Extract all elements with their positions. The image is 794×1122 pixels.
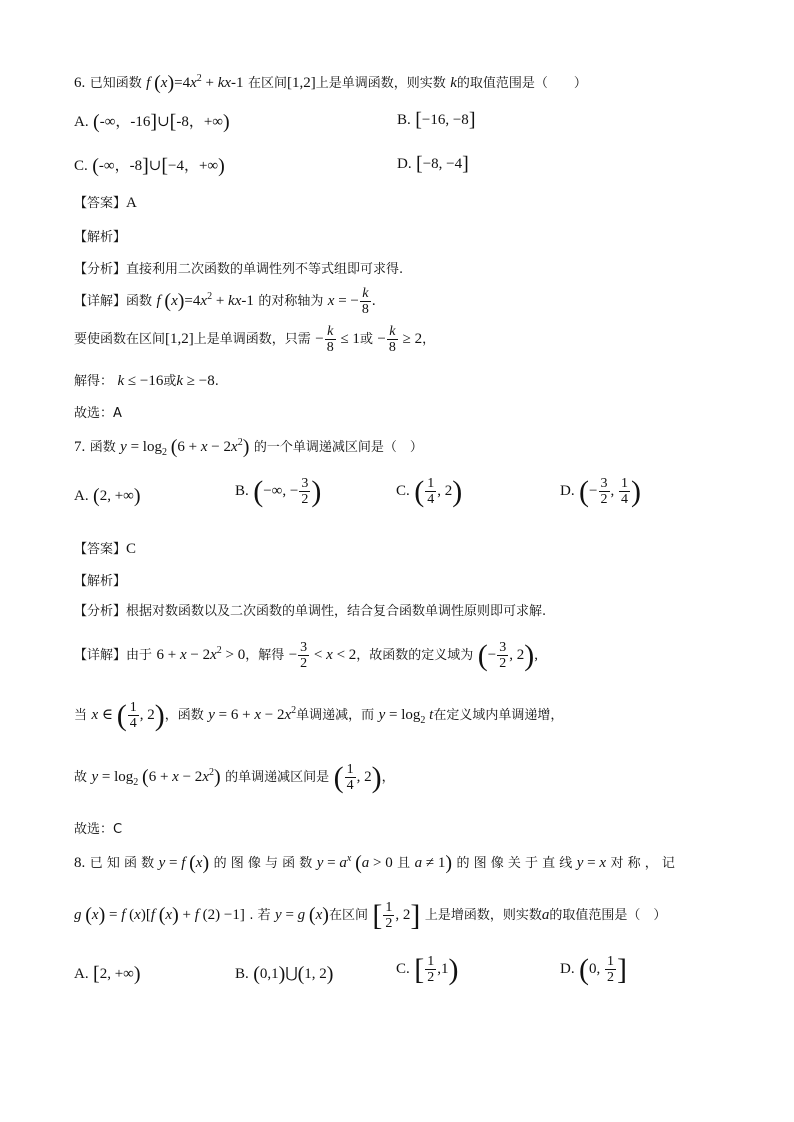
q8-option-d[interactable]: D. (0, $\frac{1}{2}$ ] xyxy=(560,952,628,986)
q7-option-c[interactable]: C. ( $\frac{1}{4}$ , 2) xyxy=(396,474,463,508)
q6-option-b[interactable]: B. [−16, −8] xyxy=(397,109,476,131)
q7-option-b[interactable]: B. (−∞, − $\frac{3}{2}$ ) xyxy=(235,474,322,508)
q7-choose: 故选：C xyxy=(74,822,123,837)
q6-number: 6. xyxy=(74,75,86,91)
q7-fenxi: 【分析】根据对数函数以及二次函数的单调性，结合复合函数单调性原则即可求解. xyxy=(74,604,547,619)
q8-stem-line2: g (x) = f (x)[f (x) + f (2) −1] . 若 y = g (x)在区间 [ $\frac{1}{2}$ , 2] 上是增函数，则实数a的取值范围是（ ） xyxy=(74,898,667,932)
q6-fenxi: 【分析】直接利用二次函数的单调性列不等式组即可求得. xyxy=(74,262,404,277)
q7-answer: 【答案】C xyxy=(74,541,137,557)
q6-stem: 6. 已知函数 f $(x)=4x^2 + kx-1$ 在区间[1,2]上是单调函数，则实数 k的取值范围是（ ） xyxy=(74,72,587,94)
q7-detail: 【详解】由于 $6 + x - 2x^2 > 0$，解得 − $\frac{3}{2}$ < x < 2，故函数的定义域为 (− $\frac{3}{2}$ , 2), xyxy=(74,638,538,672)
q6-option-c[interactable]: C. (-∞，-8]∪[−4，+∞) xyxy=(74,155,225,177)
q6-option-d[interactable]: D. [−8, −4] xyxy=(397,153,469,175)
q8-number: 8. xyxy=(74,855,86,871)
q6-step2: 要使函数在区间[1,2]上是单调函数，只需 − $\frac{k}{8}$ ≤ 1或 − $\frac{k}{8}$ ≥ 2， xyxy=(74,324,436,355)
q7-option-a[interactable]: A. (2, +∞) xyxy=(74,485,141,507)
q6-function: f $(x)=4x^2 + kx-1$ xyxy=(146,72,244,94)
q6-analysis-heading: 【解析】 xyxy=(74,230,127,245)
q6-option-a[interactable]: A. (-∞，-16]∪[-8，+∞) xyxy=(74,111,230,133)
q7-option-d[interactable]: D. (− $\frac{3}{2}$ , $\frac{1}{4}$ ) xyxy=(560,474,642,508)
q6-choose: 故选：A xyxy=(74,406,122,421)
q7-function: $y = \log_2 (6 + x - 2x^2)$ xyxy=(120,436,250,458)
q8-stem-line1: 8. 已 知 函 数 y = f (x) 的 图 像 与 函 数 $y = a^x$ (a > 0 且 a ≠ 1) 的 图 像 关 于 直 线 y = x 对 称 ， 记 xyxy=(74,852,675,874)
q7-step2: 当 x ∈ ( $\frac{1}{4}$ , 2)，函数 $y = 6 + x - 2x^2$单调递减，而 $y = \log_2 t$在定义域内单调递增， xyxy=(74,698,564,732)
q7-number: 7. xyxy=(74,439,86,455)
q6-answer: 【答案】A xyxy=(74,195,137,211)
q8-option-a[interactable]: A. [2, +∞) xyxy=(74,963,141,985)
q8-option-b[interactable]: B. (0,1)⋃(1, 2) xyxy=(235,963,334,985)
q7-stem: 7. 函数 $y = \log_2 (6 + x - 2x^2)$ 的一个单调递减区间是（ ） xyxy=(74,436,423,458)
q6-detail: 【详解】函数 f $(x)=4x^2 + kx-1$ 的对称轴为 x = − $\frac{k}{8}$ . xyxy=(74,286,376,317)
q8-option-c[interactable]: C. [ $\frac{1}{2}$ ,1) xyxy=(396,952,459,986)
q7-step3: 故 $y = \log_2 (6 + x - 2x^2)$ 的单调递减区间是 ( $\frac{1}{4}$ , 2)， xyxy=(74,760,395,794)
q6-step3: 解得： k ≤ −16或k ≥ −8. xyxy=(74,373,219,389)
q7-analysis-heading: 【解析】 xyxy=(74,574,127,589)
